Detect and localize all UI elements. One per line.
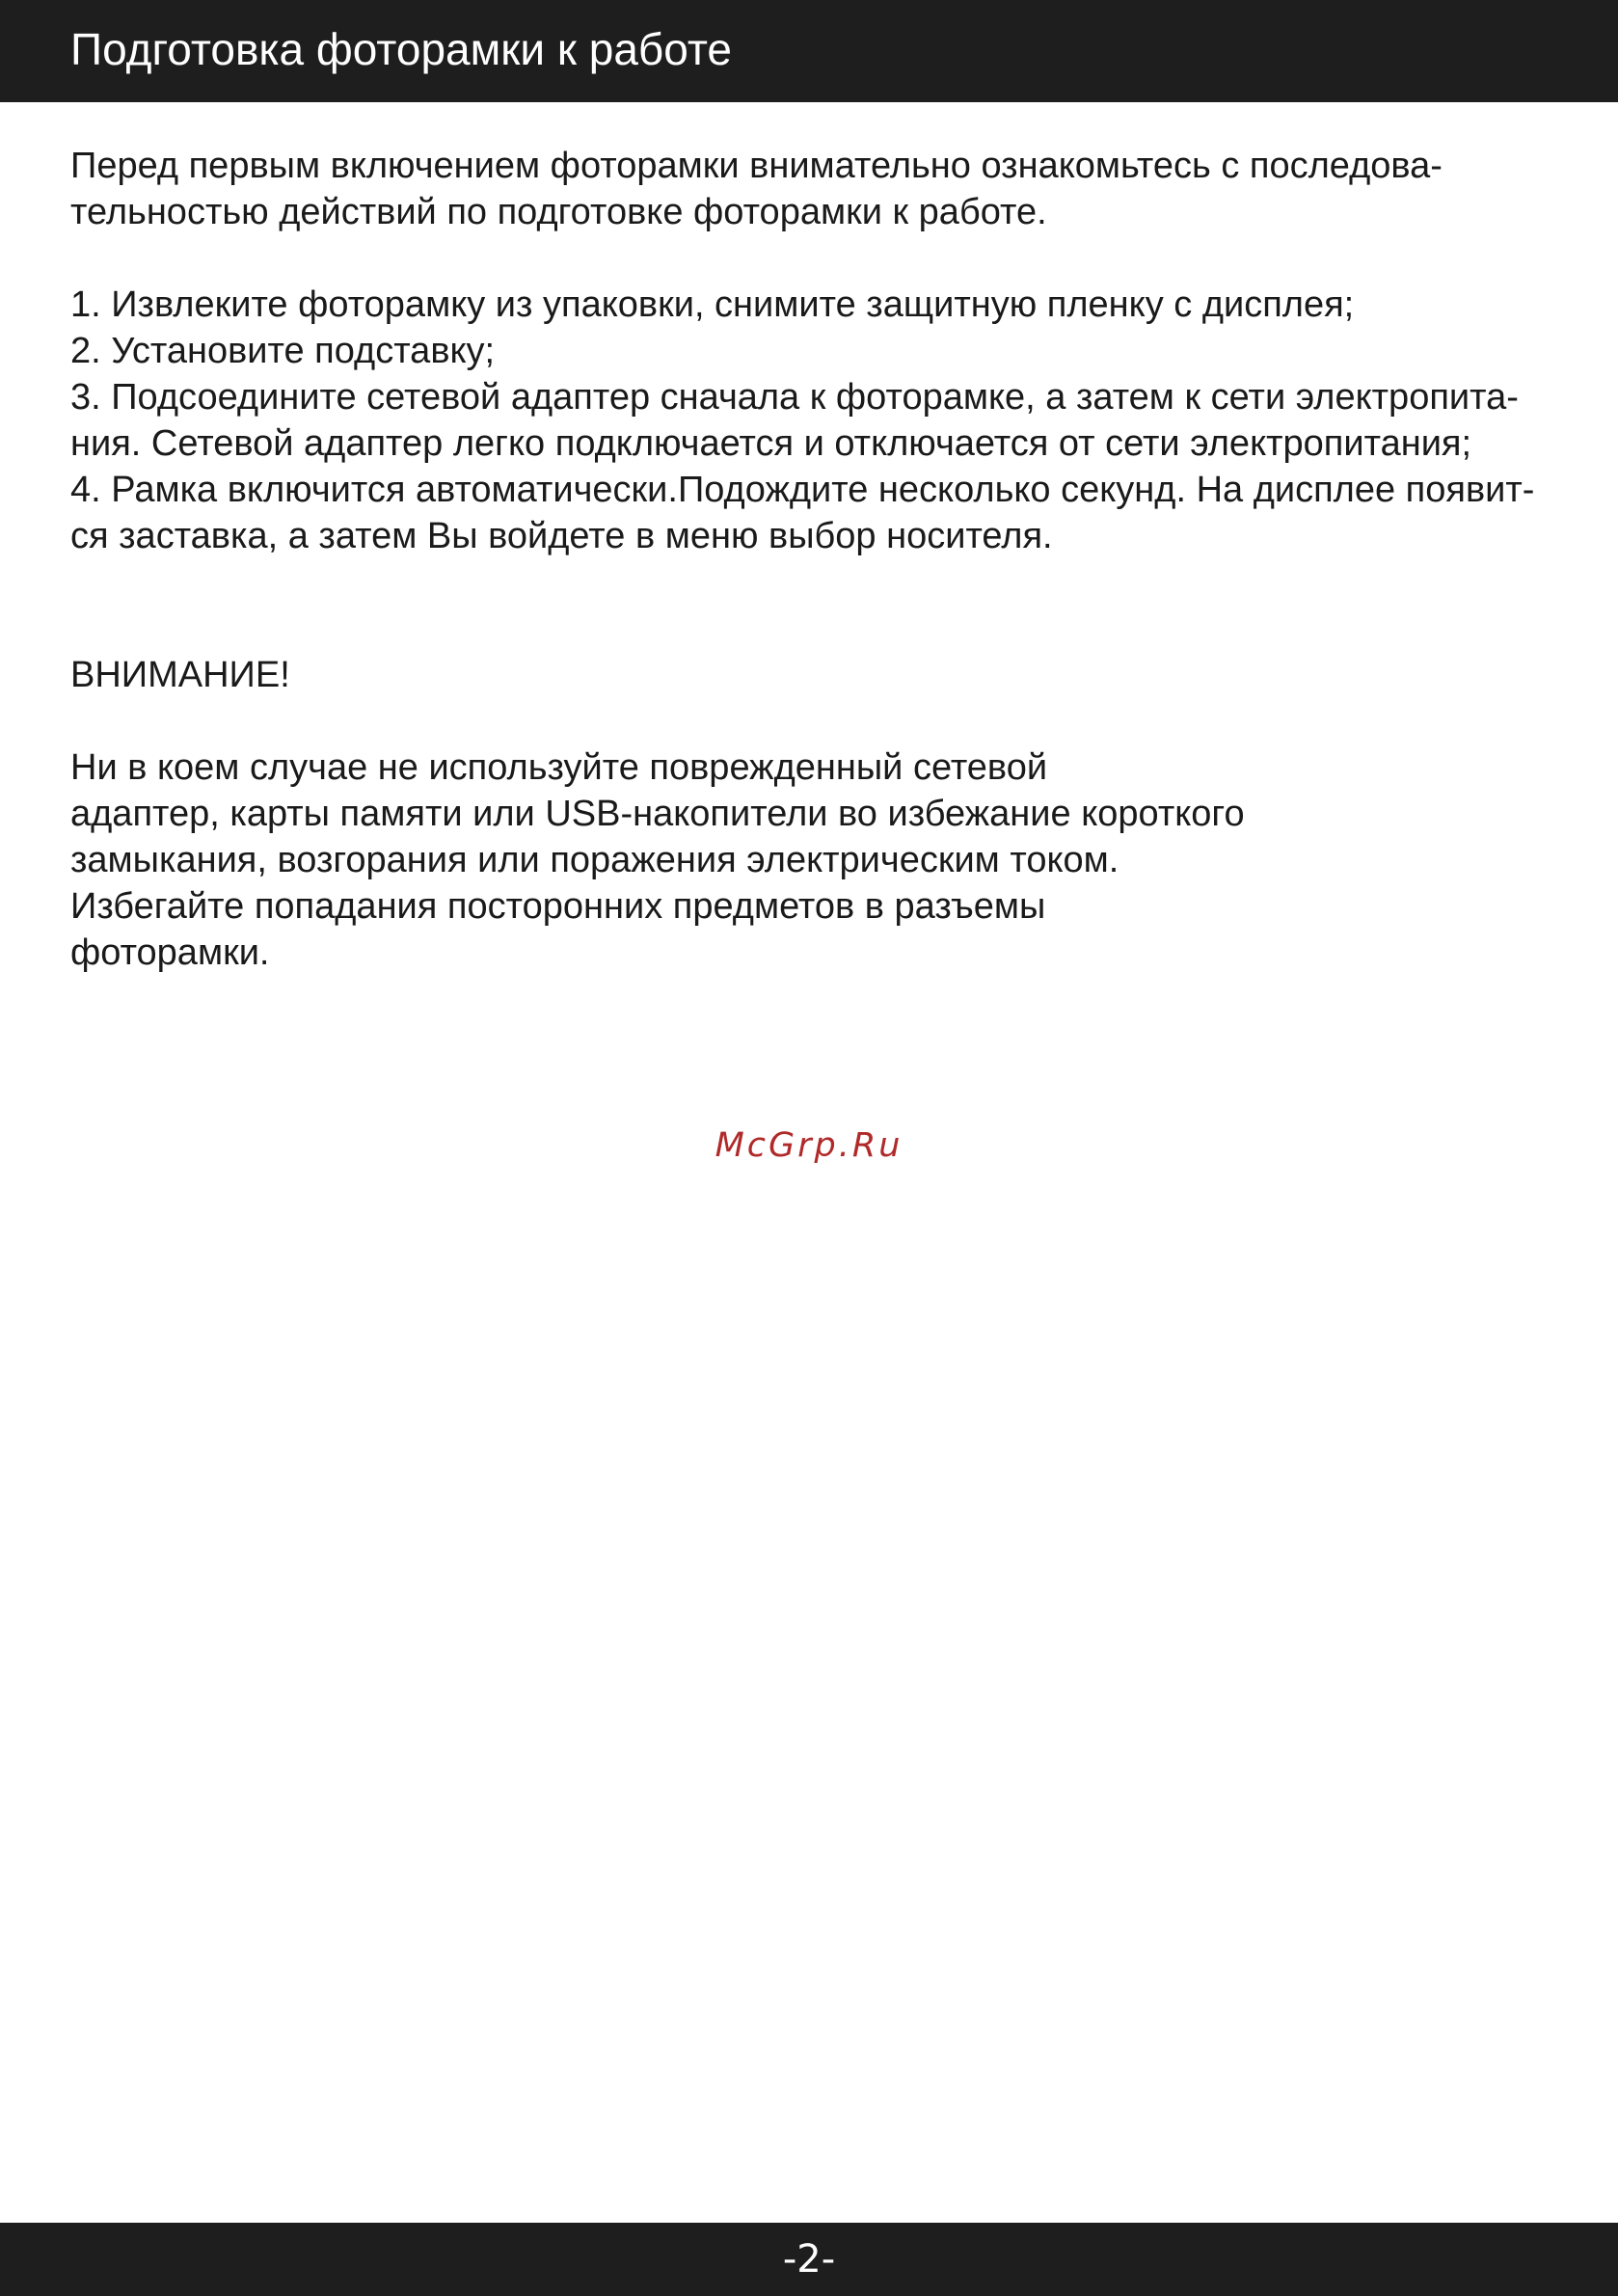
step-line: ся заставка, а затем Вы войдете в меню выбор носителя. <box>70 516 1053 556</box>
intro-line: Перед первым включением фоторамки внимательно ознакомьтесь с последова- <box>70 146 1443 186</box>
document-body <box>70 143 1613 976</box>
warning-line: замыкания, возгорания или поражения электрическим током. <box>70 840 1119 880</box>
intro-line: тельностью действий по подготовке фоторамки к работе. <box>70 192 1047 232</box>
warning-line: фоторамки. <box>70 932 270 973</box>
footer-bar <box>0 2223 1618 2296</box>
page-number: -2- <box>782 2237 836 2282</box>
step-line: 1. Извлеките фоторамку из упаковки, снимите защитную пленку с дисплея; <box>70 284 1355 325</box>
warning-line: Избегайте попадания посторонних предметов в разъемы <box>70 886 1046 927</box>
step-line: 4. Рамка включится автоматически.Подождите несколько секунд. На дисплее появит- <box>70 470 1535 510</box>
warning-line: адаптер, карты памяти или USB-накопители во избежание короткого <box>70 794 1245 834</box>
watermark: McGrp.Ru <box>715 1126 903 1165</box>
step-line: 2. Установите подставку; <box>70 331 496 371</box>
header-bar <box>0 0 1618 102</box>
warning-heading: ВНИМАНИЕ! <box>70 655 290 695</box>
step-line: ния. Сетевой адаптер легко подключается и отключается от сети электропитания; <box>70 423 1472 464</box>
step-line: 3. Подсоедините сетевой адаптер сначала к фоторамке, а затем к сети электропита- <box>70 377 1519 418</box>
page-title: Подготовка фоторамки к работе <box>70 24 732 74</box>
warning-line: Ни в коем случае не используйте поврежденный сетевой <box>70 747 1048 788</box>
